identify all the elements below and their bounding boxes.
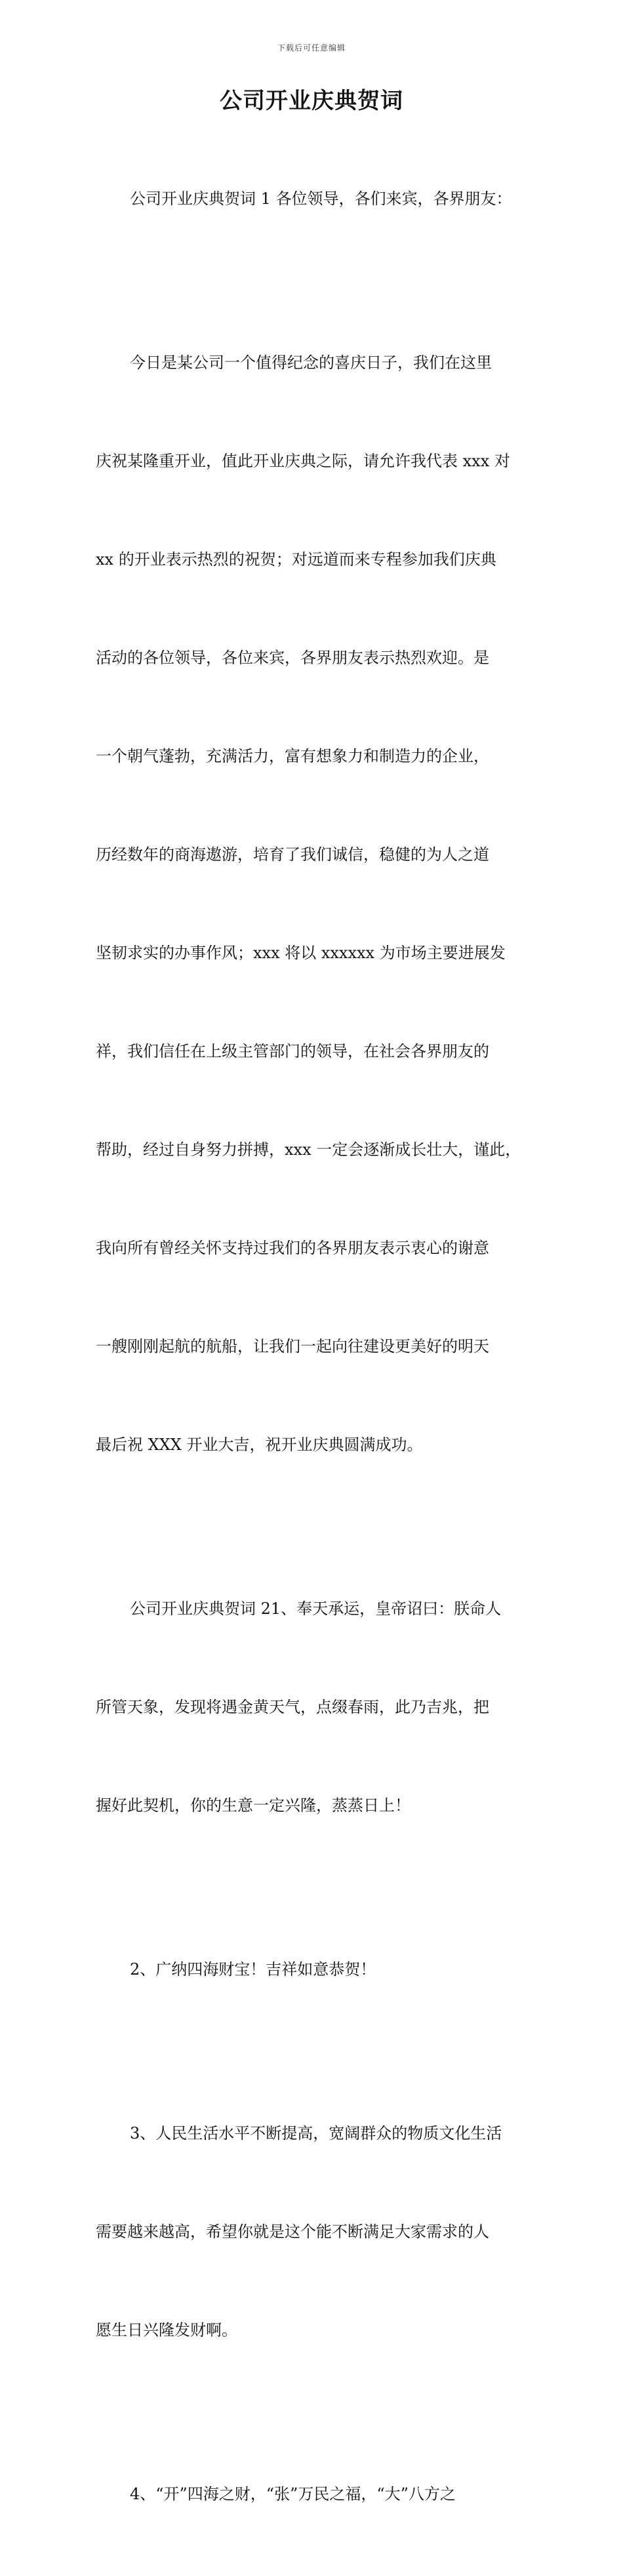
- text-line: 愿生日兴隆发财啊。: [96, 2321, 237, 2339]
- paragraph-item-3: [96, 2051, 534, 2412]
- text-line: 我向所有曾经关怀支持过我们的各界朋友表示衷心的谢意: [96, 1239, 489, 1257]
- text-line: 公司开业庆典贺词 21、奉天承运，皇帝诏曰：朕命人: [130, 1600, 502, 1618]
- text-line: 坚韧求实的办事作风；xxx 将以 xxxxxx 为市场主要进展发: [96, 944, 506, 962]
- document-body: [96, 117, 534, 2576]
- text-line: 今日是某公司一个值得纪念的喜庆日子，我们在这里: [130, 353, 492, 372]
- text-line: 庆祝某隆重开业，值此开业庆典之际，请允许我代表 xxx 对: [96, 452, 510, 470]
- text-line: 所管天象，发现将遇金黄天气，点缀春雨，此乃吉兆，把: [96, 1698, 489, 1716]
- text-line: 需要越来越高，希望你就是这个能不断满足大家需求的人: [96, 2223, 489, 2241]
- text-line: 2、广纳四海财宝！吉祥如意恭贺！: [130, 1960, 376, 1979]
- text-line: 4、“开”四海之财，“张”万民之福，“大”八方之: [130, 2485, 456, 2503]
- paragraph-greeting: [96, 117, 534, 281]
- text-line: 公司开业庆典贺词 1 各位领导，各们来宾，各界朋友：: [130, 190, 512, 208]
- text-line: 活动的各位领导，各位来宾，各界朋友表示热烈欢迎。是: [96, 649, 489, 667]
- text-line: 一艘刚刚起航的航船，让我们一起向往建设更美好的明天: [96, 1337, 489, 1356]
- paragraph-main-speech: [96, 281, 534, 1527]
- text-line: 最后祝 XXX 开业大吉，祝开业庆典圆满成功。: [96, 1436, 423, 1454]
- paragraph-second-speech: [96, 1527, 534, 1887]
- text-line: 一个朝气蓬勃，充满活力，富有想象力和制造力的企业，: [96, 747, 489, 765]
- text-line: 祥，我们信任在上级主管部门的领导，在社会各界朋友的: [96, 1042, 489, 1060]
- text-line: xx 的开业表示热烈的祝贺；对远道而来专程参加我们庆典: [96, 550, 496, 569]
- header-note: 下载后可任意编辑: [277, 43, 346, 52]
- document-title: 公司开业庆典贺词: [220, 88, 403, 114]
- paragraph-item-2: [96, 1887, 534, 2051]
- text-line: 帮助，经过自身努力拼搏，xxx 一定会逐渐成长壮大，谨此，: [96, 1140, 521, 1159]
- text-line: 历经数年的商海遨游，培育了我们诚信，稳健的为人之道: [96, 845, 489, 864]
- paragraph-item-4: [96, 2412, 534, 2576]
- text-line: 握好此契机，你的生意一定兴隆，蒸蒸日上！: [96, 1796, 411, 1815]
- text-line: 3、人民生活水平不断提高，宽阔群众的物质文化生活: [130, 2124, 502, 2143]
